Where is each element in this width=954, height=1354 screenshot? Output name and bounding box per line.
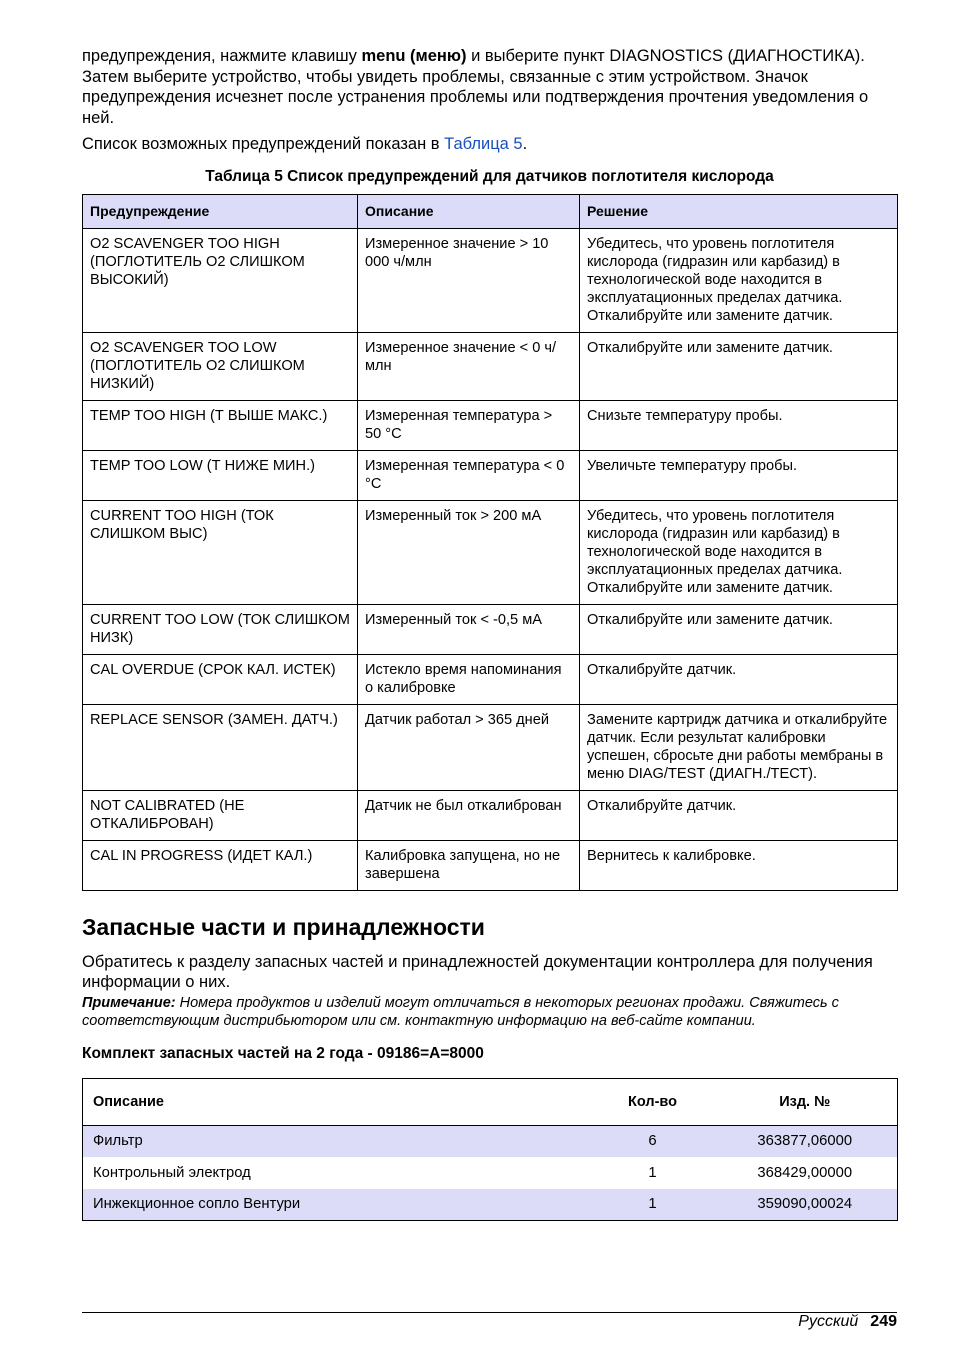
part-description-cell: Контрольный электрод bbox=[93, 1164, 251, 1181]
header-warning: Предупреждение bbox=[83, 194, 358, 228]
intro-text-after: и выберите пункт DIAGNOSTICS (ДИАГНОСТИКА). Затем выберите устройство, чтобы увидеть проблемы, связанные с этим устройством. Значок предупреждения исчезнет после устранения проблемы или подтверждения прочтения уведомления о ней. bbox=[82, 47, 869, 127]
section-heading: Запасные части и принадлежности bbox=[82, 913, 485, 940]
solution-cell: Увеличьте температуру пробы. bbox=[580, 450, 898, 500]
warning-cell: REPLACE SENSOR (ЗАМЕН. ДАТЧ.) bbox=[83, 704, 358, 790]
part-number-cell: 359090,00024 bbox=[713, 1189, 898, 1221]
warning-row bbox=[83, 704, 898, 790]
warning-row bbox=[83, 450, 898, 500]
solution-cell: Откалибруйте датчик. bbox=[580, 790, 898, 840]
description-cell: Измеренная температура > 50 °C bbox=[358, 400, 580, 450]
solution-cell: Откалибруйте датчик. bbox=[580, 654, 898, 704]
warning-row bbox=[83, 790, 898, 840]
parts-row bbox=[83, 1157, 898, 1189]
list-text-before: Список возможных предупреждений показан в bbox=[82, 135, 445, 153]
list-text-after: . bbox=[522, 135, 528, 153]
warning-cell: O2 SCAVENGER TOO HIGH (ПОГЛОТИТЕЛЬ O2 СЛИШКОМ ВЫСОКИЙ) bbox=[83, 228, 358, 332]
section-text: Обратитесь к разделу запасных частей и принадлежностей документации контроллера для получения информации о них. bbox=[82, 952, 873, 991]
document-page bbox=[82, 44, 897, 1221]
solution-cell: Снизьте температуру пробы. bbox=[580, 400, 898, 450]
parts-row bbox=[83, 1189, 898, 1221]
part-quantity-cell: 6 bbox=[593, 1125, 713, 1157]
spare-parts-table bbox=[82, 1078, 898, 1222]
warning-cell: O2 SCAVENGER TOO LOW (ПОГЛОТИТЕЛЬ O2 СЛИШКОМ НИЗКИЙ) bbox=[83, 332, 358, 400]
warning-row bbox=[83, 228, 898, 332]
solution-cell: Вернитесь к калибровке. bbox=[580, 840, 898, 890]
description-cell: Калибровка запущена, но не завершена bbox=[358, 840, 580, 890]
description-cell: Датчик не был откалиброван bbox=[358, 790, 580, 840]
warning-cell: TEMP TOO LOW (Т НИЖЕ МИН.) bbox=[83, 450, 358, 500]
part-number-cell: 368429,00000 bbox=[757, 1164, 853, 1181]
warning-cell: TEMP TOO HIGH (Т ВЫШЕ МАКС.) bbox=[83, 400, 358, 450]
warning-row bbox=[83, 604, 898, 654]
warning-row bbox=[83, 500, 898, 604]
description-cell: Измеренное значение > 10 000 ч/млн bbox=[358, 228, 580, 332]
header-part-description: Описание bbox=[83, 1078, 593, 1125]
part-description-cell: Инжекционное сопло Вентури bbox=[83, 1189, 593, 1221]
solution-cell: Замените картридж датчика и откалибруйте датчик. Если результат калибровки успешен, сбросьте дни работы мембраны в меню DIAG/TEST (ДИАГН./ТЕСТ). bbox=[580, 704, 898, 790]
warning-row bbox=[83, 400, 898, 450]
part-description-cell: Фильтр bbox=[83, 1125, 593, 1157]
intro-paragraph bbox=[82, 46, 897, 128]
header-quantity: Кол-во bbox=[593, 1078, 713, 1125]
header-item-number: Изд. № bbox=[713, 1078, 898, 1125]
table-5-link[interactable]: Таблица 5 bbox=[444, 135, 523, 153]
parts-header-row bbox=[83, 1078, 898, 1125]
page-footer bbox=[798, 1312, 897, 1332]
list-paragraph bbox=[82, 134, 897, 155]
description-cell: Измеренная температура < 0 °C bbox=[358, 450, 580, 500]
description-cell: Измеренный ток < -0,5 мА bbox=[358, 604, 580, 654]
kit-title: Комплект запасных частей на 2 года - 09186=A=8000 bbox=[82, 1044, 484, 1062]
page-number: 249 bbox=[870, 1313, 897, 1330]
footer-divider bbox=[82, 1312, 897, 1313]
warning-cell: CURRENT TOO HIGH (ТОК СЛИШКОМ ВЫС) bbox=[83, 500, 358, 604]
part-quantity-cell: 1 bbox=[593, 1189, 713, 1221]
menu-key-label: menu (меню) bbox=[361, 47, 467, 65]
warning-cell: NOT CALIBRATED (НЕ ОТКАЛИБРОВАН) bbox=[83, 790, 358, 840]
description-cell: Измеренный ток > 200 мА bbox=[358, 500, 580, 604]
warning-cell: CAL IN PROGRESS (ИДЕТ КАЛ.) bbox=[83, 840, 358, 890]
table-5-caption: Таблица 5 Список предупреждений для датчиков поглотителя кислорода bbox=[205, 167, 774, 185]
part-number-cell: 363877,06000 bbox=[713, 1125, 898, 1157]
note-paragraph bbox=[82, 994, 897, 1030]
warnings-header-row bbox=[83, 194, 898, 228]
solution-cell: Откалибруйте или замените датчик. bbox=[580, 604, 898, 654]
warning-row bbox=[83, 332, 898, 400]
warning-cell: CAL OVERDUE (СРОК КАЛ. ИСТЕК) bbox=[83, 654, 358, 704]
footer-language: Русский bbox=[798, 1313, 859, 1330]
warning-cell: CURRENT TOO LOW (ТОК СЛИШКОМ НИЗК) bbox=[83, 604, 358, 654]
header-description: Описание bbox=[358, 194, 580, 228]
solution-cell: Убедитесь, что уровень поглотителя кислорода (гидразин или карбазид) в технологической воде находится в эксплуатационных пределах датчика. Откалибруйте или замените датчик. bbox=[580, 500, 898, 604]
parts-row bbox=[83, 1125, 898, 1157]
note-label: Примечание: bbox=[82, 994, 176, 1011]
note-text: Номера продуктов и изделий могут отличаться в некоторых регионах продажи. Свяжитесь с соответствующим дистрибьютором или см. контактную информацию на веб-сайте компании. bbox=[82, 994, 839, 1029]
intro-text-before: предупреждения, нажмите клавишу bbox=[82, 47, 362, 65]
description-cell: Датчик работал > 365 дней bbox=[358, 704, 580, 790]
solution-cell: Откалибруйте или замените датчик. bbox=[580, 332, 898, 400]
warning-row bbox=[83, 840, 898, 890]
warning-row bbox=[83, 654, 898, 704]
header-solution: Решение bbox=[580, 194, 898, 228]
solution-cell: Убедитесь, что уровень поглотителя кислорода (гидразин или карбазид) в технологической воде находится в эксплуатационных пределах датчика. Откалибруйте или замените датчик. bbox=[580, 228, 898, 332]
description-cell: Измеренное значение < 0 ч/млн bbox=[358, 332, 580, 400]
description-cell: Истекло время напоминания о калибровке bbox=[358, 654, 580, 704]
warnings-table bbox=[82, 194, 898, 891]
part-quantity-cell: 1 bbox=[648, 1164, 657, 1181]
